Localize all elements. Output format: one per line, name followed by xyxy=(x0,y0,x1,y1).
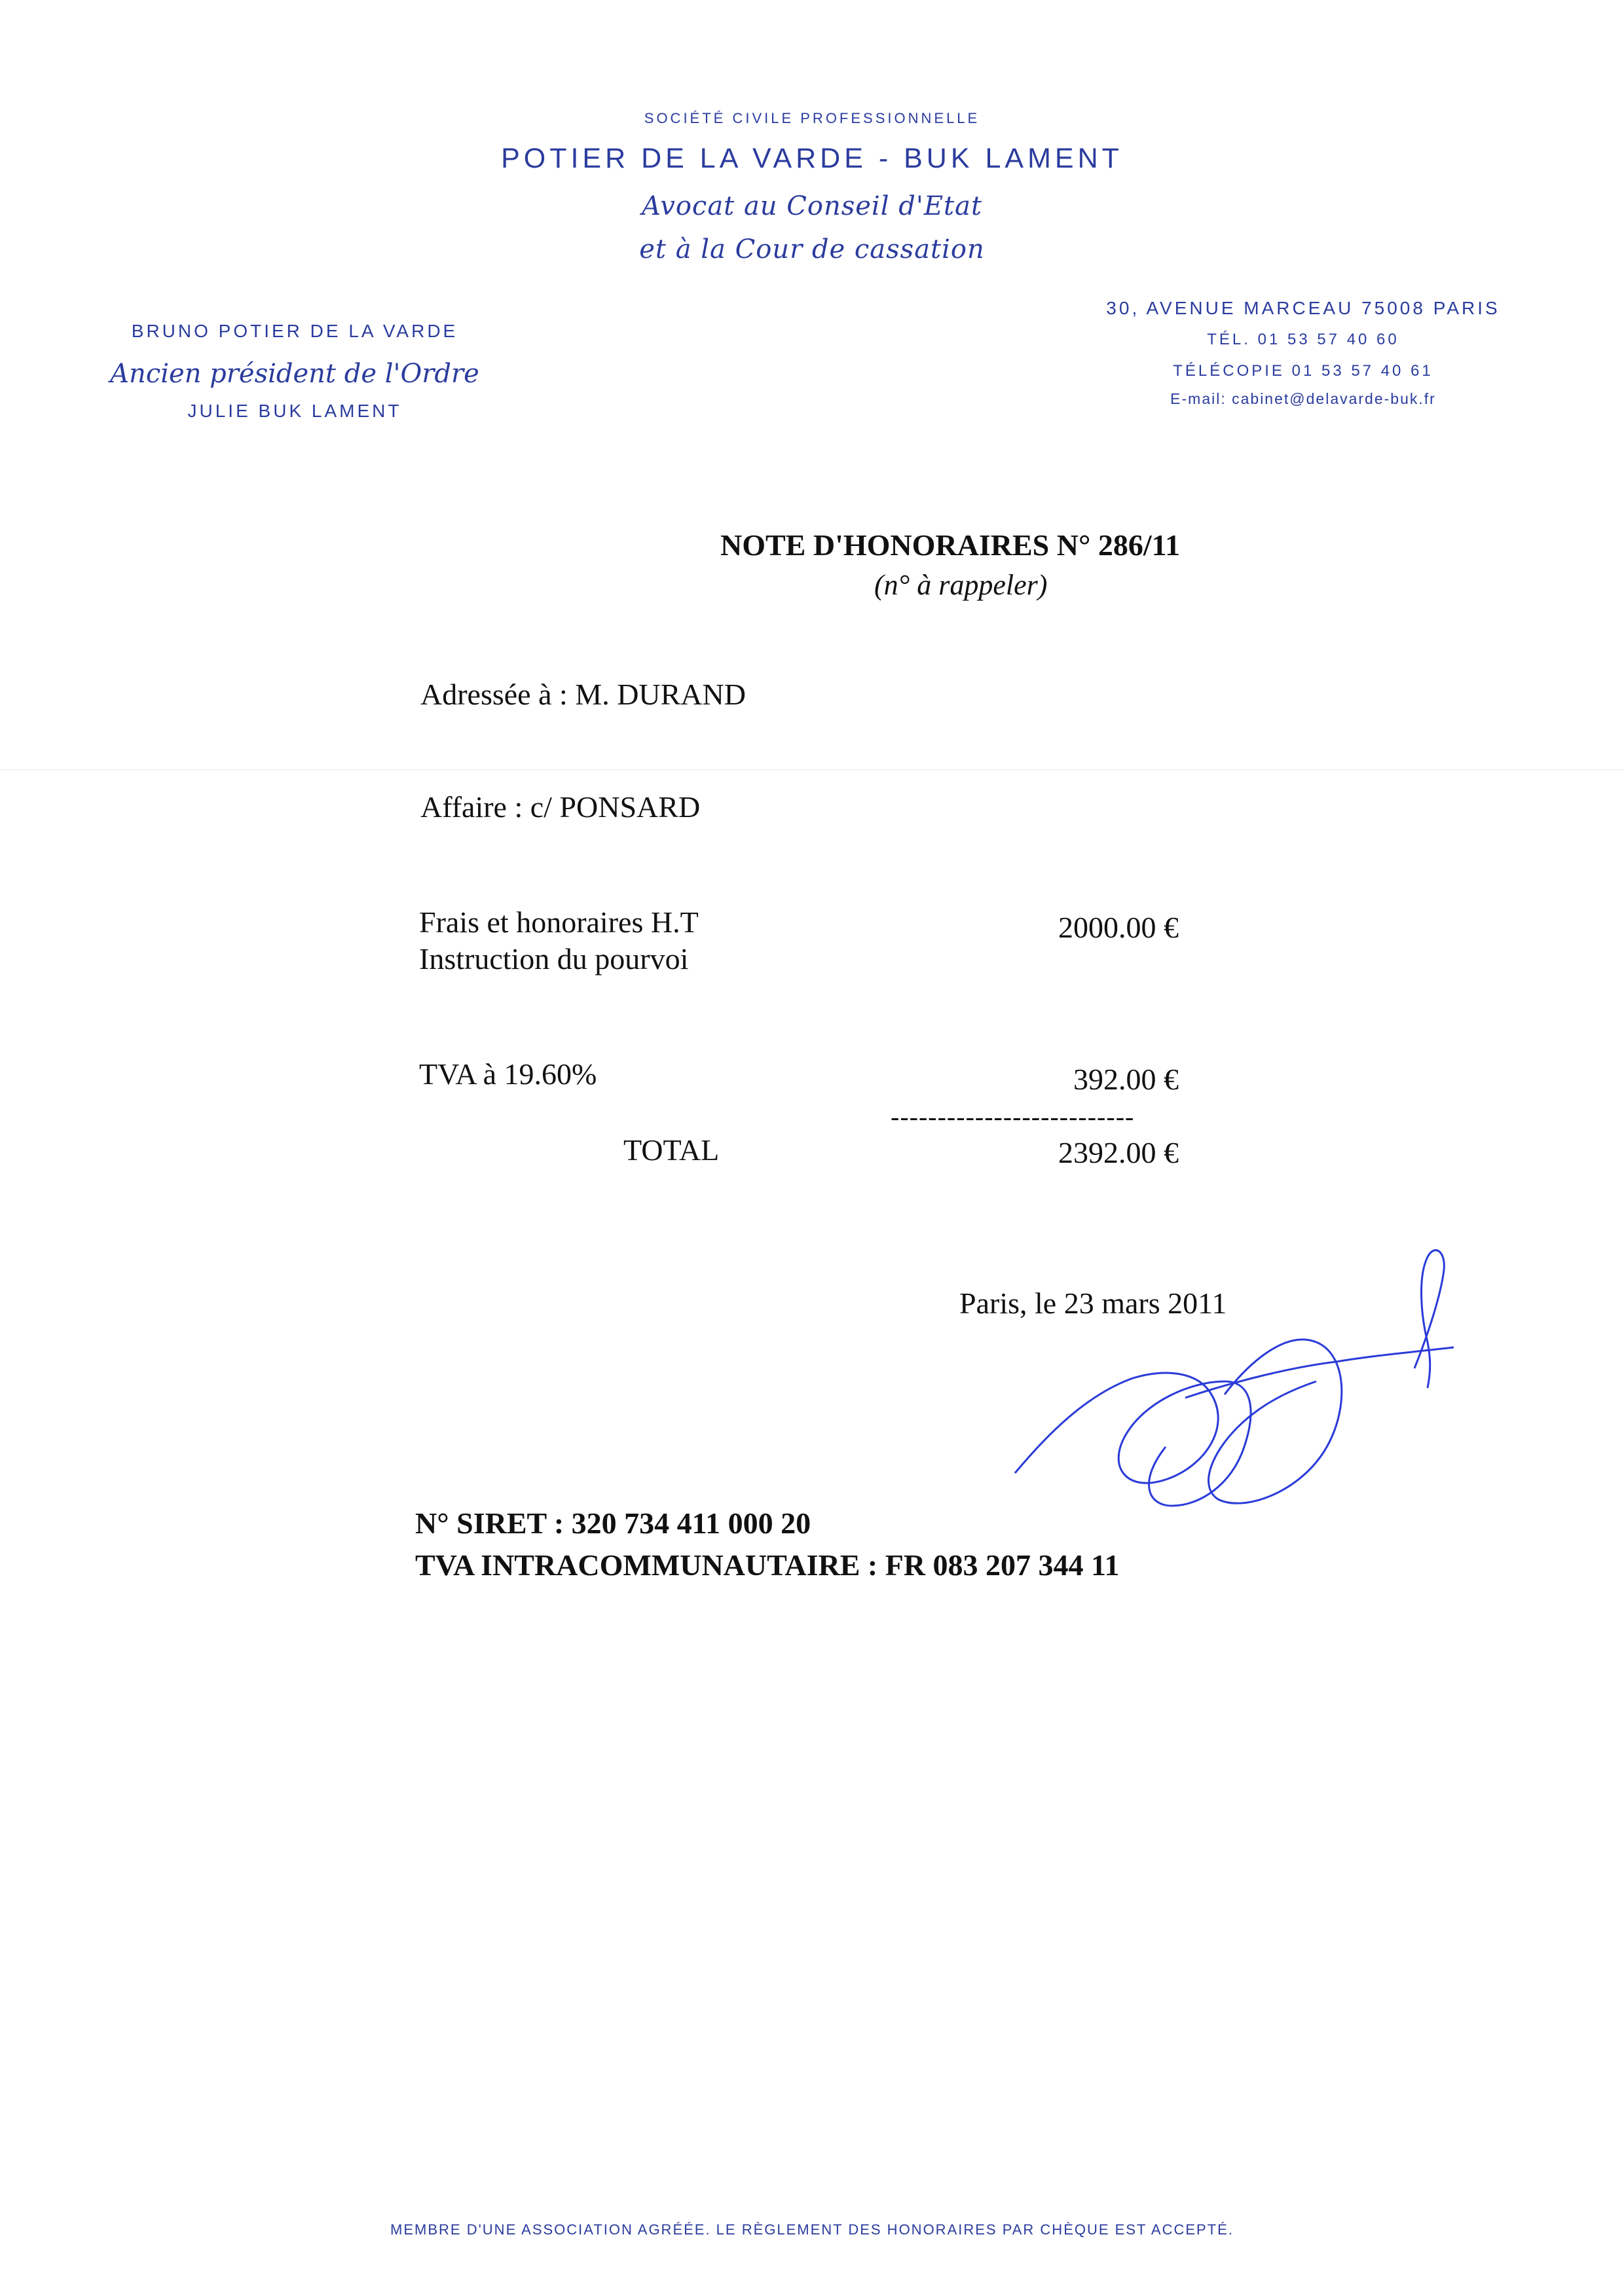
tva-intracommunautaire: TVA INTRACOMMUNAUTAIRE : FR 083 207 344 11 xyxy=(415,1548,1120,1582)
partner1-title: Ancien président de l'Ordre xyxy=(110,359,479,389)
siret-number: N° SIRET : 320 734 411 000 20 xyxy=(415,1506,811,1540)
affaire-line: Affaire : c/ PONSARD xyxy=(420,790,701,824)
signature-strokes xyxy=(1015,1250,1454,1506)
tva-amount: 392.00 € xyxy=(1073,1063,1179,1096)
partner2-name: JULIE BUK LAMENT xyxy=(187,401,402,421)
firm-fax: TÉLÉCOPIE 01 53 57 40 61 xyxy=(1173,362,1433,380)
note-subtitle: (n° à rappeler) xyxy=(874,569,1048,601)
tagline-line2: et à la Cour de cassation xyxy=(639,234,985,264)
fees-label: Frais et honoraires H.T xyxy=(419,905,699,939)
paper-fold-line xyxy=(0,769,1624,771)
total-separator: -------------------------- xyxy=(891,1102,1135,1131)
signature xyxy=(1008,1231,1467,1532)
firm-email: E-mail: cabinet@delavarde-buk.fr xyxy=(1170,390,1436,407)
tva-label: TVA à 19.60% xyxy=(419,1057,597,1091)
firm-telephone: TÉL. 01 53 57 40 60 xyxy=(1207,331,1399,348)
footer-notice: MEMBRE D'UNE ASSOCIATION AGRÉÉE. LE RÈGLEMENT DES HONORAIRES PAR CHÈQUE EST ACCEPTÉ. xyxy=(390,2221,1234,2238)
addressee-line: Adressée à : M. DURAND xyxy=(420,678,746,711)
note-title: NOTE D'HONORAIRES N° 286/11 xyxy=(720,528,1181,562)
firm-address: 30, AVENUE MARCEAU 75008 PARIS xyxy=(1106,298,1500,318)
tagline-line1: Avocat au Conseil d'Etat xyxy=(641,191,983,221)
firm-name: POTIER DE LA VARDE - BUK LAMENT xyxy=(501,143,1123,174)
fees-amount: 2000.00 € xyxy=(1058,911,1179,944)
partner1-name: BRUNO POTIER DE LA VARDE xyxy=(131,321,458,341)
total-amount: 2392.00 € xyxy=(1058,1136,1179,1169)
company-type: SOCIÉTÉ CIVILE PROFESSIONNELLE xyxy=(644,110,980,126)
fees-description: Instruction du pourvoi xyxy=(419,942,689,975)
date-line: Paris, le 23 mars 2011 xyxy=(959,1286,1227,1320)
total-label: TOTAL xyxy=(623,1133,720,1167)
